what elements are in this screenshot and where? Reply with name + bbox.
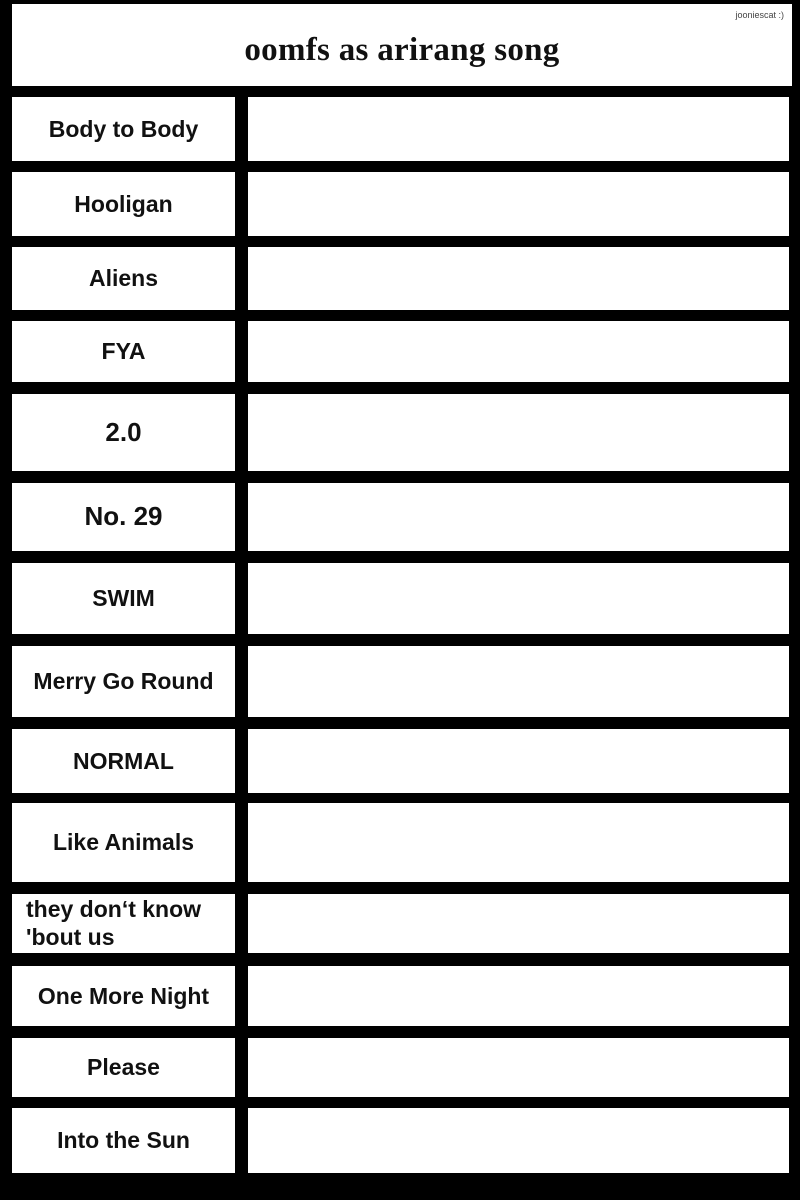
- answer-cell[interactable]: [248, 247, 789, 310]
- answer-cell[interactable]: [248, 803, 789, 882]
- song-label-cell: [12, 1038, 235, 1097]
- song-label-cell: [12, 97, 235, 161]
- song-label: Hooligan: [74, 190, 173, 217]
- song-label: Please: [87, 1054, 160, 1081]
- page-title: oomfs as arirang song: [244, 32, 560, 68]
- song-label-cell: [12, 894, 235, 953]
- song-label-cell: [12, 321, 235, 382]
- answer-cell[interactable]: [248, 394, 789, 471]
- song-label: Aliens: [88, 265, 159, 292]
- answer-cell[interactable]: [248, 1038, 789, 1097]
- table-row: [0, 729, 800, 793]
- answer-cell[interactable]: [248, 966, 789, 1026]
- answer-cell[interactable]: [248, 483, 789, 551]
- song-label: One More Night: [37, 982, 210, 1009]
- table-row: [0, 646, 800, 717]
- table-row: [0, 563, 800, 634]
- song-label-cell: [12, 966, 235, 1026]
- song-label-cell: [12, 247, 235, 310]
- song-label-cell: [12, 483, 235, 551]
- table-row: [0, 172, 800, 236]
- answer-cell[interactable]: [248, 729, 789, 793]
- song-label-cell: [12, 394, 235, 471]
- song-label: Into the Sun: [57, 1127, 190, 1154]
- song-label-cell: [12, 646, 235, 717]
- table-row: [0, 894, 800, 953]
- answer-cell[interactable]: [248, 646, 789, 717]
- table-row: [0, 1038, 800, 1097]
- song-label-cell: [12, 563, 235, 634]
- song-label-cell: [12, 729, 235, 793]
- song-label-cell: [12, 1108, 235, 1173]
- table-row: [0, 483, 800, 551]
- credit-watermark: jooniescat :): [735, 10, 784, 20]
- song-label: Body to Body: [48, 115, 199, 142]
- song-label: No. 29: [84, 501, 163, 532]
- song-label: SWIM: [92, 585, 155, 612]
- table-row: [0, 803, 800, 882]
- answer-cell[interactable]: [248, 321, 789, 382]
- song-label: Merry Go Round: [33, 668, 214, 695]
- table-row: [0, 966, 800, 1026]
- song-label: NORMAL: [73, 747, 174, 774]
- song-label-cell: [12, 172, 235, 236]
- song-label: FYA: [101, 338, 146, 365]
- song-label: they don‘t know 'bout us: [26, 895, 202, 950]
- song-label-cell: [12, 803, 235, 882]
- table-row: [0, 321, 800, 382]
- song-label: 2.0: [105, 416, 142, 447]
- table-row: [0, 394, 800, 471]
- table-row: [0, 247, 800, 310]
- song-label: Like Animals: [52, 829, 195, 856]
- answer-cell[interactable]: [248, 172, 789, 236]
- answer-cell[interactable]: [248, 1108, 789, 1173]
- table-row: [0, 97, 800, 161]
- answer-cell[interactable]: [248, 894, 789, 953]
- table-row: [0, 1108, 800, 1173]
- answer-cell[interactable]: [248, 563, 789, 634]
- answer-cell[interactable]: [248, 97, 789, 161]
